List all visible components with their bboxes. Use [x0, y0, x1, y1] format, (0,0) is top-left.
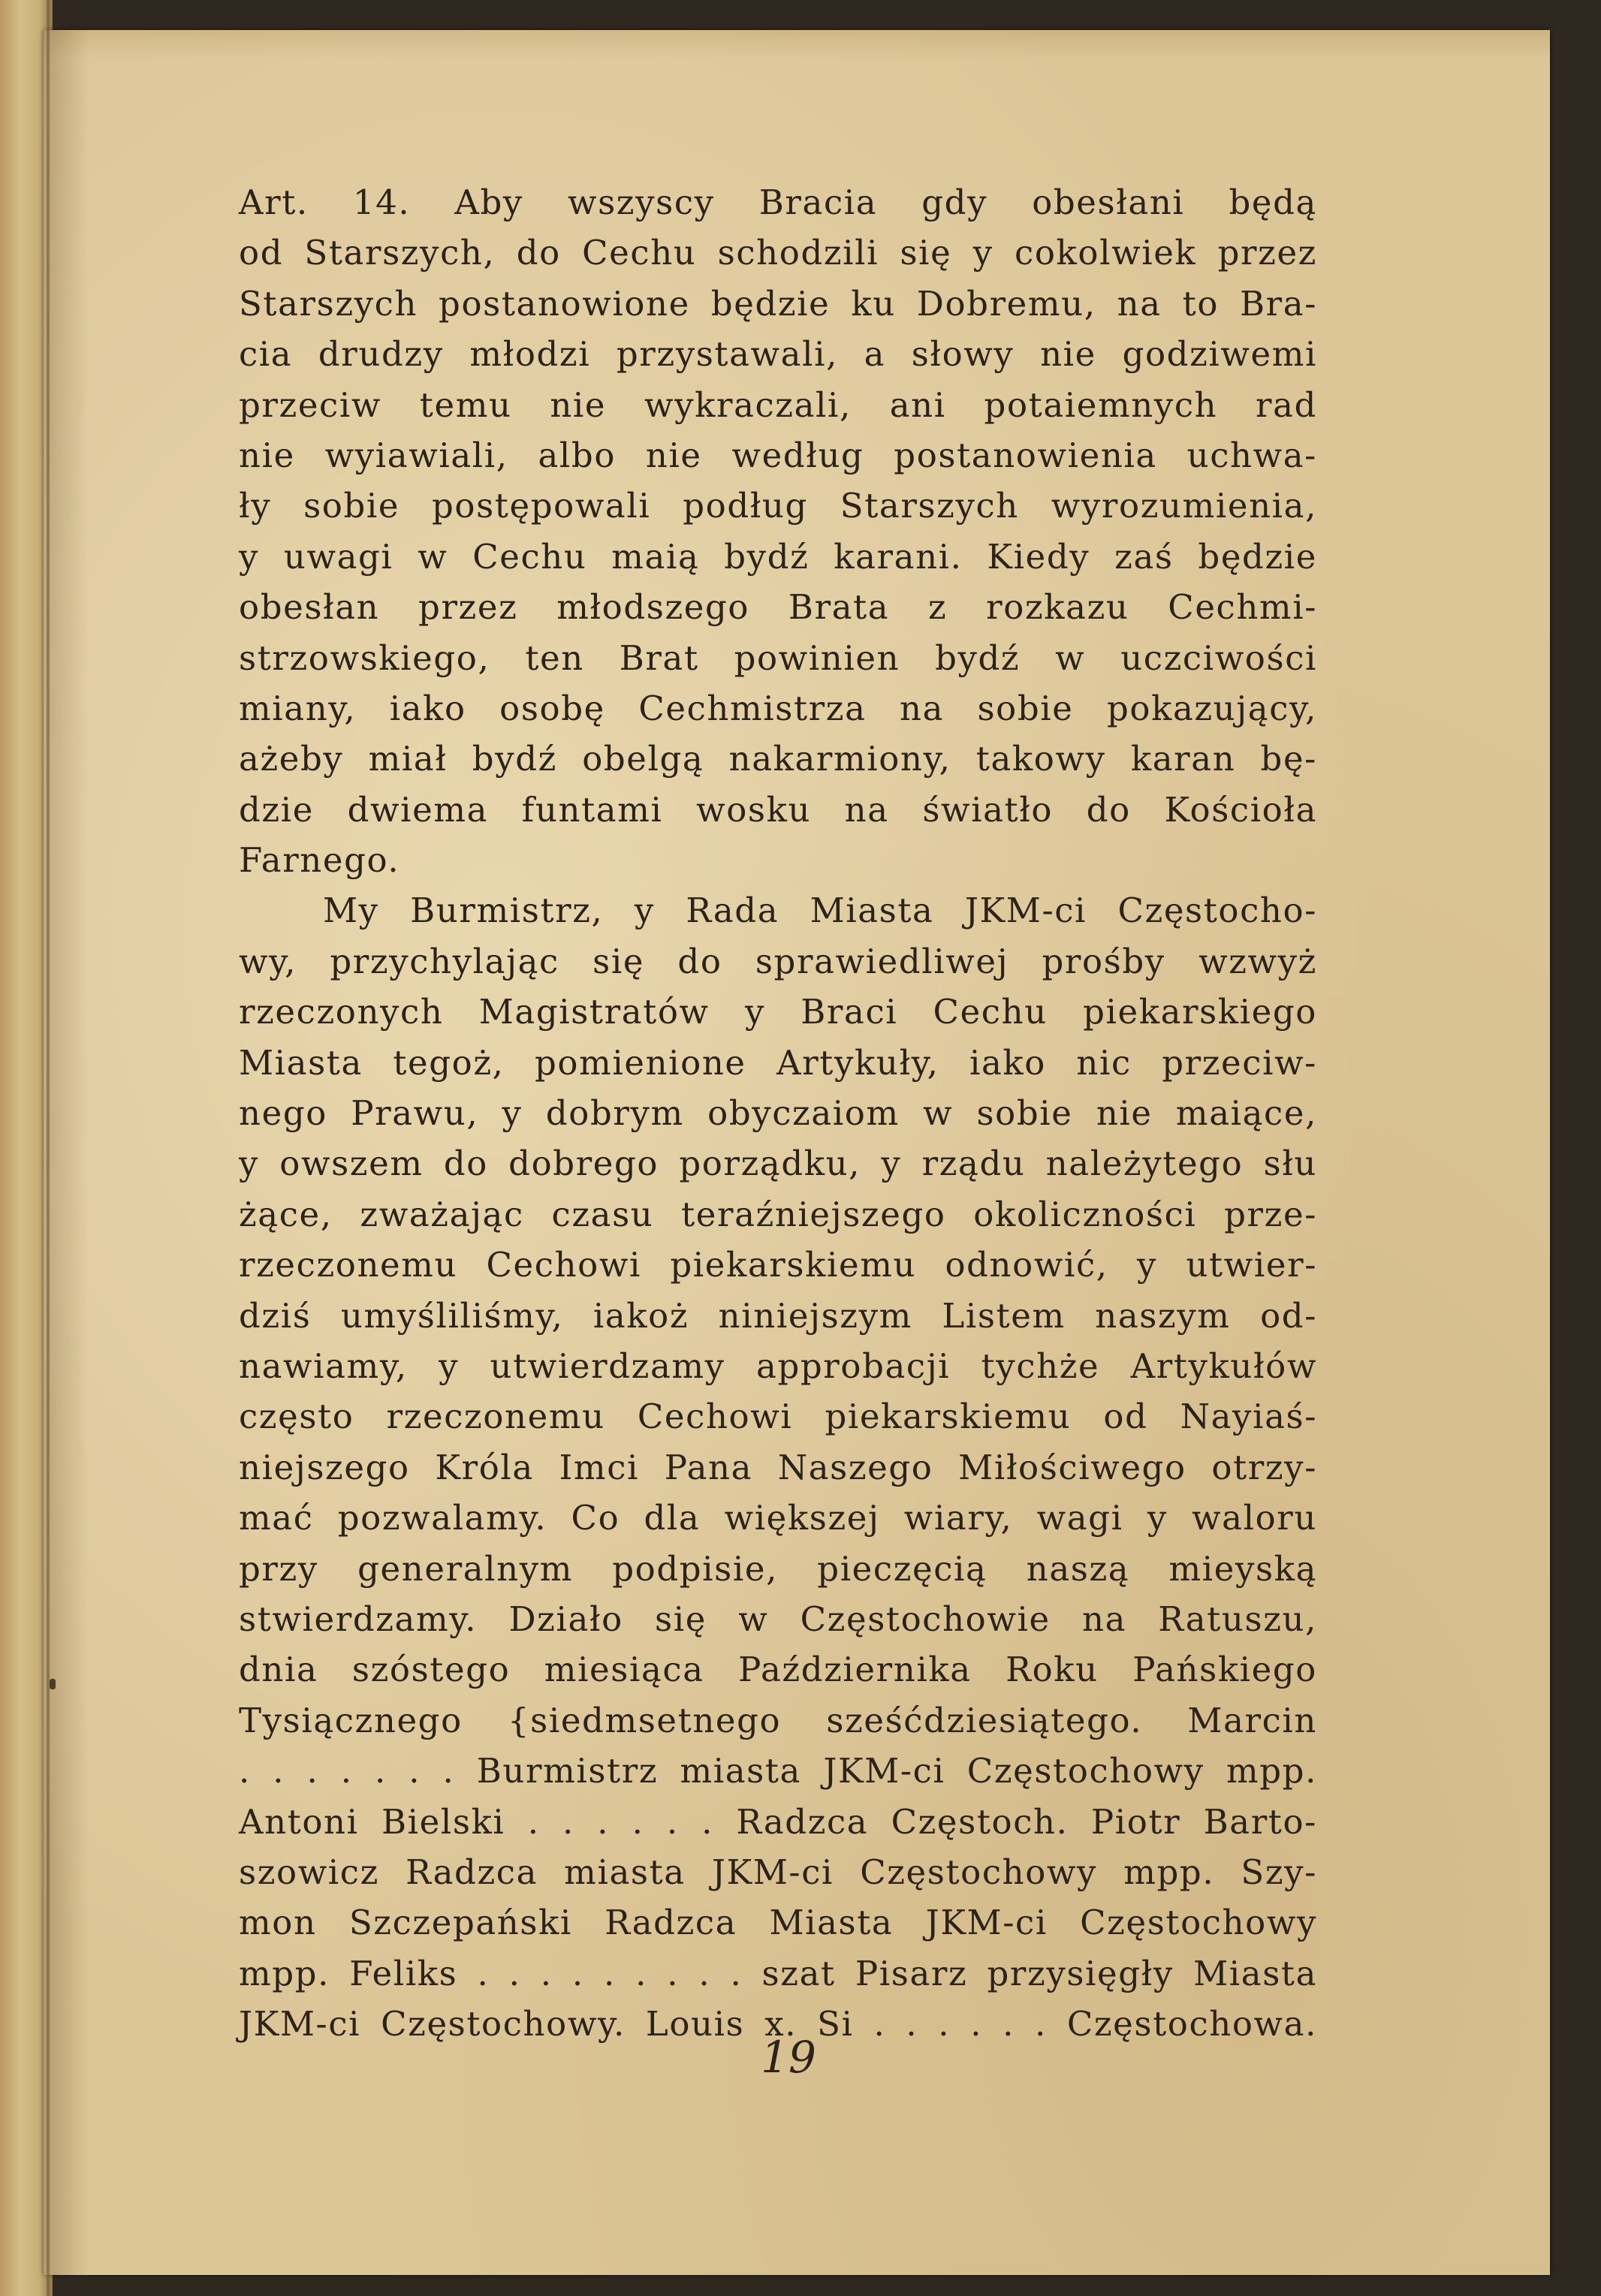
text-line: od Starszych, do Cechu schodzili się y cokolwiek przez	[239, 233, 1317, 273]
text-line: ły sobie postępowali podług Starszych wyrozumienia,	[239, 486, 1317, 526]
text-line: Miasta tegoż, pomienione Artykuły, iako nic przeciw-	[239, 1042, 1317, 1083]
text-line: ażeby miał bydź obelgą nakarmiony, takowy karan bę-	[239, 739, 1317, 779]
text-line: y owszem do dobrego porządku, y rządu należytego słu	[239, 1143, 1317, 1184]
text-line: wy, przychylając się do sprawiedliwej prośby wzwyż	[239, 941, 1317, 981]
text-line: rzeczonych Magistratów y Braci Cechu piekarskiego	[239, 992, 1317, 1032]
text-line: Tysiącznego {siedmsetnego sześćdziesiątego. Marcin	[239, 1700, 1317, 1740]
page-number: 19	[761, 2032, 816, 2083]
text-line: mać pozwalamy. Co dla większej wiary, wagi y waloru	[239, 1498, 1317, 1538]
text-line: . . . . . . . Burmistrz miasta JKM-ci Częstochowy mpp.	[239, 1751, 1317, 1791]
text-line: obesłan przez młodszego Brata z rozkazu Cechmi-	[239, 587, 1317, 628]
binding-edge	[47, 0, 50, 2296]
text-line: dziś umyśliliśmy, iakoż niniejszym Listem naszym od-	[239, 1295, 1317, 1336]
text-line: Farnego.	[239, 840, 400, 881]
text-line: Antoni Bielski . . . . . . Radzca Częstoch. Piotr Barto-	[239, 1801, 1317, 1842]
text-line: mpp. Feliks . . . . . . . . . szat Pisarz przysięgły Miasta	[239, 1953, 1317, 1993]
text-line: szowicz Radzca miasta JKM-ci Częstochowy mpp. Szy-	[239, 1852, 1317, 1892]
text-line: nego Prawu, y dobrym obyczaiom w sobie nie maiące,	[239, 1093, 1317, 1134]
text-line: nawiamy, y utwierdzamy approbacji tychże Artykułów	[239, 1345, 1317, 1386]
text-line: dzie dwiema funtami wosku na światło do Kościoła	[239, 789, 1317, 830]
text-line: Art. 14. Aby wszyscy Bracia gdy obesłani będą	[239, 182, 1317, 222]
text-line: przy generalnym podpisie, pieczęcią naszą mieyską	[239, 1548, 1317, 1589]
text-line: miany, iako osobę Cechmistrza na sobie pokazujący,	[239, 688, 1317, 728]
text-line: strzowskiego, ten Brat powinien bydź w uczciwości	[239, 637, 1317, 678]
text-line: cia drudzy młodzi przystawali, a słowy nie godziwemi	[239, 334, 1317, 375]
binding-mark	[50, 1679, 56, 1689]
text-line: stwierdzamy. Działo się w Częstochowie na Ratuszu,	[239, 1598, 1317, 1639]
text-line: żące, zważając czasu teraźniejszego okoliczności prze-	[239, 1194, 1317, 1234]
text-line: My Burmistrz, y Rada Miasta JKM-ci Częstocho-	[323, 890, 1317, 931]
text-line: często rzeczonemu Cechowi piekarskiemu od Nayiaś-	[239, 1397, 1317, 1437]
text-line: nie wyiawiali, albo nie według postanowienia uchwa-	[239, 435, 1317, 475]
text-line: mon Szczepański Radzca Miasta JKM-ci Częstochowy	[239, 1903, 1317, 1943]
text-line: niejszego Króla Imci Pana Naszego Miłościwego otrzy-	[239, 1447, 1317, 1487]
text-line: dnia szóstego miesiąca Października Roku Pańskiego	[239, 1650, 1317, 1690]
text-line: przeciw temu nie wykraczali, ani potaiemnych rad	[239, 384, 1317, 425]
text-line: rzeczonemu Cechowi piekarskiemu odnowić, y utwier-	[239, 1245, 1317, 1285]
text-line: JKM-ci Częstochowy. Louis x. Si . . . . . . Częstochowa.	[239, 2004, 1317, 2044]
text-line: Starszych postanowione będzie ku Dobremu, na to Bra-	[239, 283, 1317, 324]
body-text	[239, 177, 1317, 2049]
text-line: y uwagi w Cechu maią bydź karani. Kiedy zaś będzie	[239, 536, 1317, 577]
